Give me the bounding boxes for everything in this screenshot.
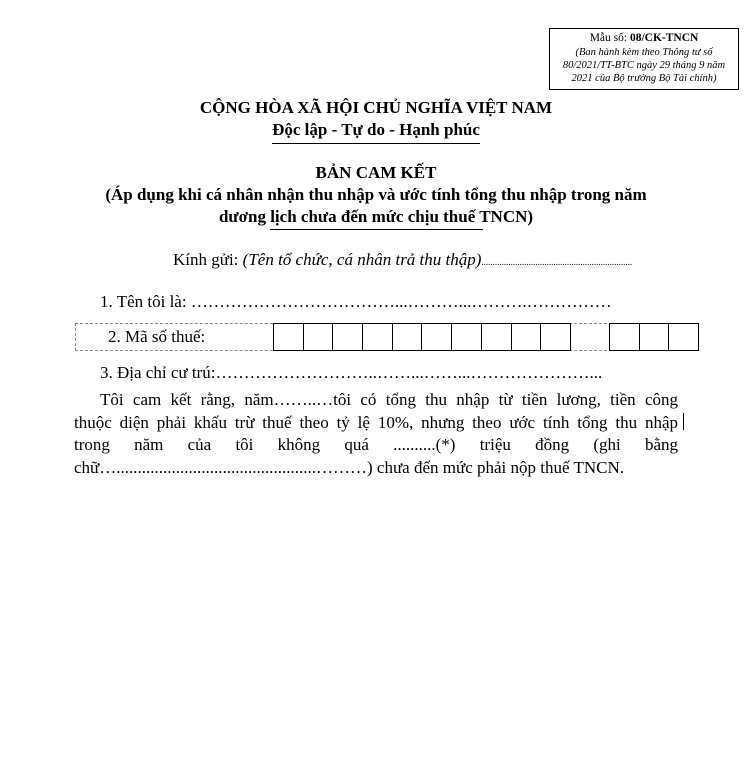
tax-digit-box[interactable] <box>273 323 304 351</box>
commitment-line-1: Tôi cam kết rằng, năm……..…tôi có tổng thu nhập từ tiền lương, tiền công <box>100 390 678 409</box>
tax-digit-box[interactable] <box>540 323 571 351</box>
commitment-line-3: trong năm của tôi không quá ..........(*) triệu đồng (ghi bằng <box>74 435 678 454</box>
address-field-row <box>100 363 602 383</box>
tax-code-boxes-main <box>274 323 571 351</box>
tax-digit-box[interactable] <box>332 323 363 351</box>
address-fill-dots[interactable]: ………………………..……...……...…………………... <box>215 363 603 382</box>
commitment-line-4: chữ…...............................................………) chưa đến mức phải nộp thuế TNCN. <box>74 457 625 477</box>
name-field-row <box>100 292 612 312</box>
motto-wrap <box>0 120 752 144</box>
tax-digit-box[interactable] <box>451 323 482 351</box>
recipient-line <box>173 250 632 270</box>
form-note-line-3: 2021 của Bộ trưởng Bộ Tài chính) <box>571 72 717 84</box>
tax-digit-box[interactable] <box>609 323 640 351</box>
form-number-value: 08/CK-TNCN <box>629 32 699 44</box>
tax-digit-box[interactable] <box>481 323 512 351</box>
document-subtitle-line-1: (Áp dụng khi cá nhân nhận thu nhập và ước tính tổng thu nhập trong năm <box>105 185 647 204</box>
national-motto: Độc lập - Tự do - Hạnh phúc <box>272 120 480 144</box>
recipient-label: Kính gửi: <box>173 250 243 269</box>
tax-digit-box[interactable] <box>303 323 334 351</box>
form-note-line-2: 80/2021/TT-BTC ngày 29 tháng 9 năm <box>562 59 726 71</box>
commitment-line-2: thuộc diện phải khấu trừ thuế theo tỷ lệ 10%, nhưng theo ước tính tổng thu nhập <box>74 412 678 432</box>
tax-digit-box[interactable] <box>668 323 699 351</box>
tax-digit-box[interactable] <box>362 323 393 351</box>
recipient-fill-dots[interactable]: ................................................................... <box>481 257 633 267</box>
name-label: 1. Tên tôi là: <box>100 292 191 311</box>
tax-digit-box[interactable] <box>392 323 423 351</box>
tax-code-boxes-suffix <box>610 323 699 351</box>
form-number-box <box>549 28 739 90</box>
subtitle-wrap <box>0 207 752 227</box>
form-note-line-1: (Ban hành kèm theo Thông tư số <box>575 46 713 58</box>
document-subtitle-line-2: dương lịch chưa đến mức chịu thuế TNCN) <box>218 207 534 226</box>
tax-code-label: 2. Mã số thuế: <box>108 327 206 346</box>
recipient-placeholder: (Tên tổ chức, cá nhân trả thu thập) <box>242 250 482 269</box>
text-cursor <box>683 413 684 430</box>
name-fill-dots[interactable]: ………………………………...………...……….…………… <box>190 292 612 311</box>
form-number <box>550 32 738 46</box>
tax-digit-box[interactable] <box>639 323 670 351</box>
document-title: BẢN CAM KẾT <box>315 163 437 182</box>
commitment-paragraph <box>74 389 678 479</box>
form-number-label: Mẫu số: <box>589 32 630 44</box>
tax-digit-box[interactable] <box>511 323 542 351</box>
address-label: 3. Địa chỉ cư trú: <box>100 363 216 382</box>
subtitle-underline <box>270 229 483 230</box>
national-title: CỘNG HÒA XÃ HỘI CHỦ NGHĨA VIỆT NAM <box>199 98 553 117</box>
tax-digit-box[interactable] <box>421 323 452 351</box>
